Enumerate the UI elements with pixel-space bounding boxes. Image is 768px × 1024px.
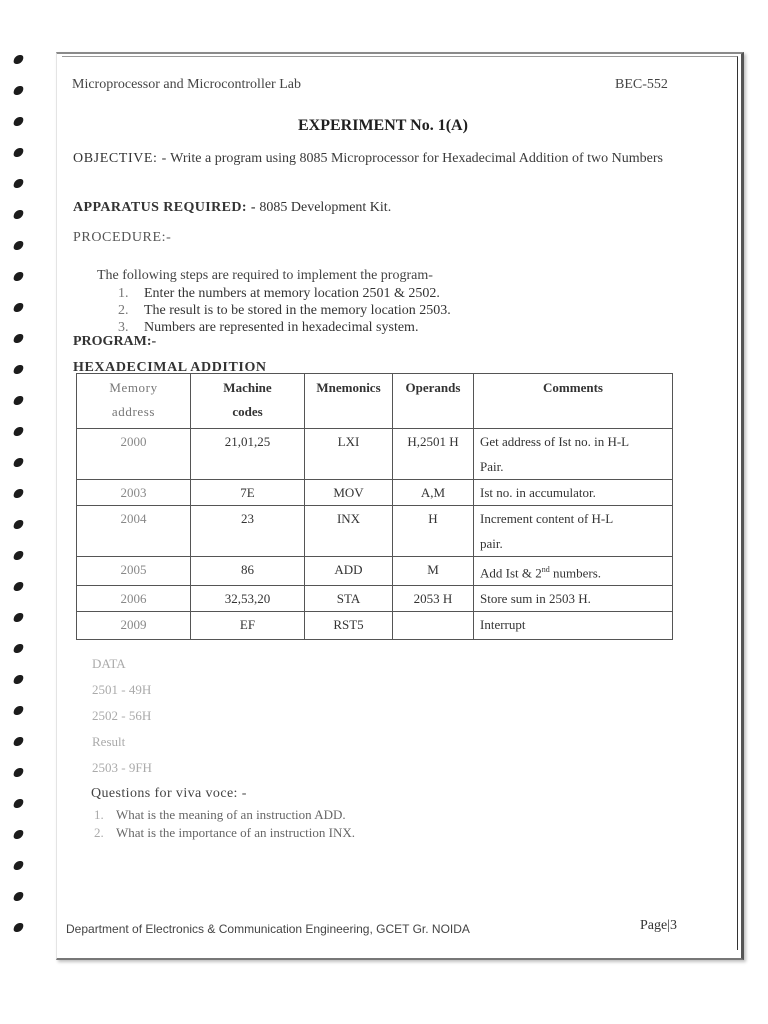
table-row: 2006 32,53,20 STA 2053 H Store sum in 2503 H. [77, 586, 673, 612]
list-item: 1. Enter the numbers at memory location 2501 & 2502. [118, 286, 440, 301]
page-number: Page|3 [640, 918, 678, 933]
program-table [76, 373, 673, 640]
binding-hole [13, 830, 24, 839]
apparatus-text: 8085 Development Kit. [255, 200, 392, 215]
result-value: 2503 - 9FH [92, 760, 152, 775]
list-item: 2. The result is to be stored in the memory location 2503. [118, 303, 451, 318]
binding-hole [13, 148, 24, 157]
data-section [92, 651, 152, 781]
col-header-address: Memory address [77, 374, 191, 429]
binding-hole [13, 55, 24, 64]
program-heading: PROGRAM:- [73, 334, 157, 349]
binding-hole [13, 303, 24, 312]
binding-hole [13, 427, 24, 436]
binding-hole [13, 396, 24, 405]
course-code: BEC-552 [615, 77, 668, 92]
table-row: 2009 EF RST5 Interrupt [77, 612, 673, 640]
binding-hole [13, 675, 24, 684]
binding-hole [13, 520, 24, 529]
viva-heading: Questions for viva voce: - [91, 786, 247, 801]
apparatus-label: APPARATUS REQUIRED: - [73, 200, 256, 215]
table-header-row [77, 374, 673, 429]
binding-hole [13, 892, 24, 901]
objective-label: OBJECTIVE: - [73, 151, 167, 166]
list-item: 2. What is the importance of an instruction INX. [94, 825, 355, 840]
col-header-comments: Comments [474, 374, 673, 429]
experiment-title: EXPERIMENT No. 1(A) [298, 117, 468, 134]
table-row: 2005 86 ADD M Add Ist & 2nd numbers. [77, 557, 673, 586]
apparatus [73, 200, 391, 216]
table-row: 2004 23 INX H Increment content of H-L pair. [77, 506, 673, 557]
procedure-steps [118, 285, 451, 336]
binding-hole [13, 272, 24, 281]
table-row: 2003 7E MOV A,M Ist no. in accumulator. [77, 480, 673, 506]
binding-hole [13, 489, 24, 498]
objective-text: Write a program using 8085 Microprocessor for Hexadecimal Addition of two Numbers [166, 151, 663, 166]
table-row: 2000 21,01,25 LXI H,2501 H Get address of Ist no. in H-L Pair. [77, 429, 673, 480]
binding-hole [13, 551, 24, 560]
binding-hole [13, 86, 24, 95]
binding-hole [13, 706, 24, 715]
binding-hole [13, 334, 24, 343]
binding-hole [13, 117, 24, 126]
program-subtitle: HEXADECIMAL ADDITION [73, 360, 267, 375]
binding-hole [13, 179, 24, 188]
data-label: DATA [92, 656, 126, 671]
binding-hole [13, 737, 24, 746]
objective [73, 151, 709, 167]
list-item: 1. What is the meaning of an instruction ADD. [94, 807, 346, 822]
binding-hole [13, 210, 24, 219]
binding-hole [13, 613, 24, 622]
binding-hole [13, 241, 24, 250]
list-item: 3. Numbers are represented in hexadecimal system. [118, 320, 419, 335]
binding-hole [13, 861, 24, 870]
result-label: Result [92, 734, 126, 749]
col-header-codes: Machine codes [191, 374, 305, 429]
col-header-mnemonics: Mnemonics [305, 374, 393, 429]
binding-hole [13, 458, 24, 467]
data-line: 2502 - 56H [92, 708, 152, 723]
binding-hole [13, 582, 24, 591]
lab-name: Microprocessor and Microcontroller Lab [72, 77, 301, 92]
binding-hole [13, 768, 24, 777]
viva-questions [94, 806, 355, 842]
spiral-binding [14, 55, 30, 955]
data-line: 2501 - 49H [92, 682, 152, 697]
binding-hole [13, 644, 24, 653]
binding-hole [13, 923, 24, 932]
col-header-operands: Operands [393, 374, 474, 429]
procedure-heading: PROCEDURE:- [73, 230, 172, 245]
procedure-intro: The following steps are required to implement the program- [97, 268, 433, 283]
binding-hole [13, 799, 24, 808]
footer-department: Department of Electronics & Communication Engineering, GCET Gr. NOIDA [66, 922, 470, 936]
binding-hole [13, 365, 24, 374]
